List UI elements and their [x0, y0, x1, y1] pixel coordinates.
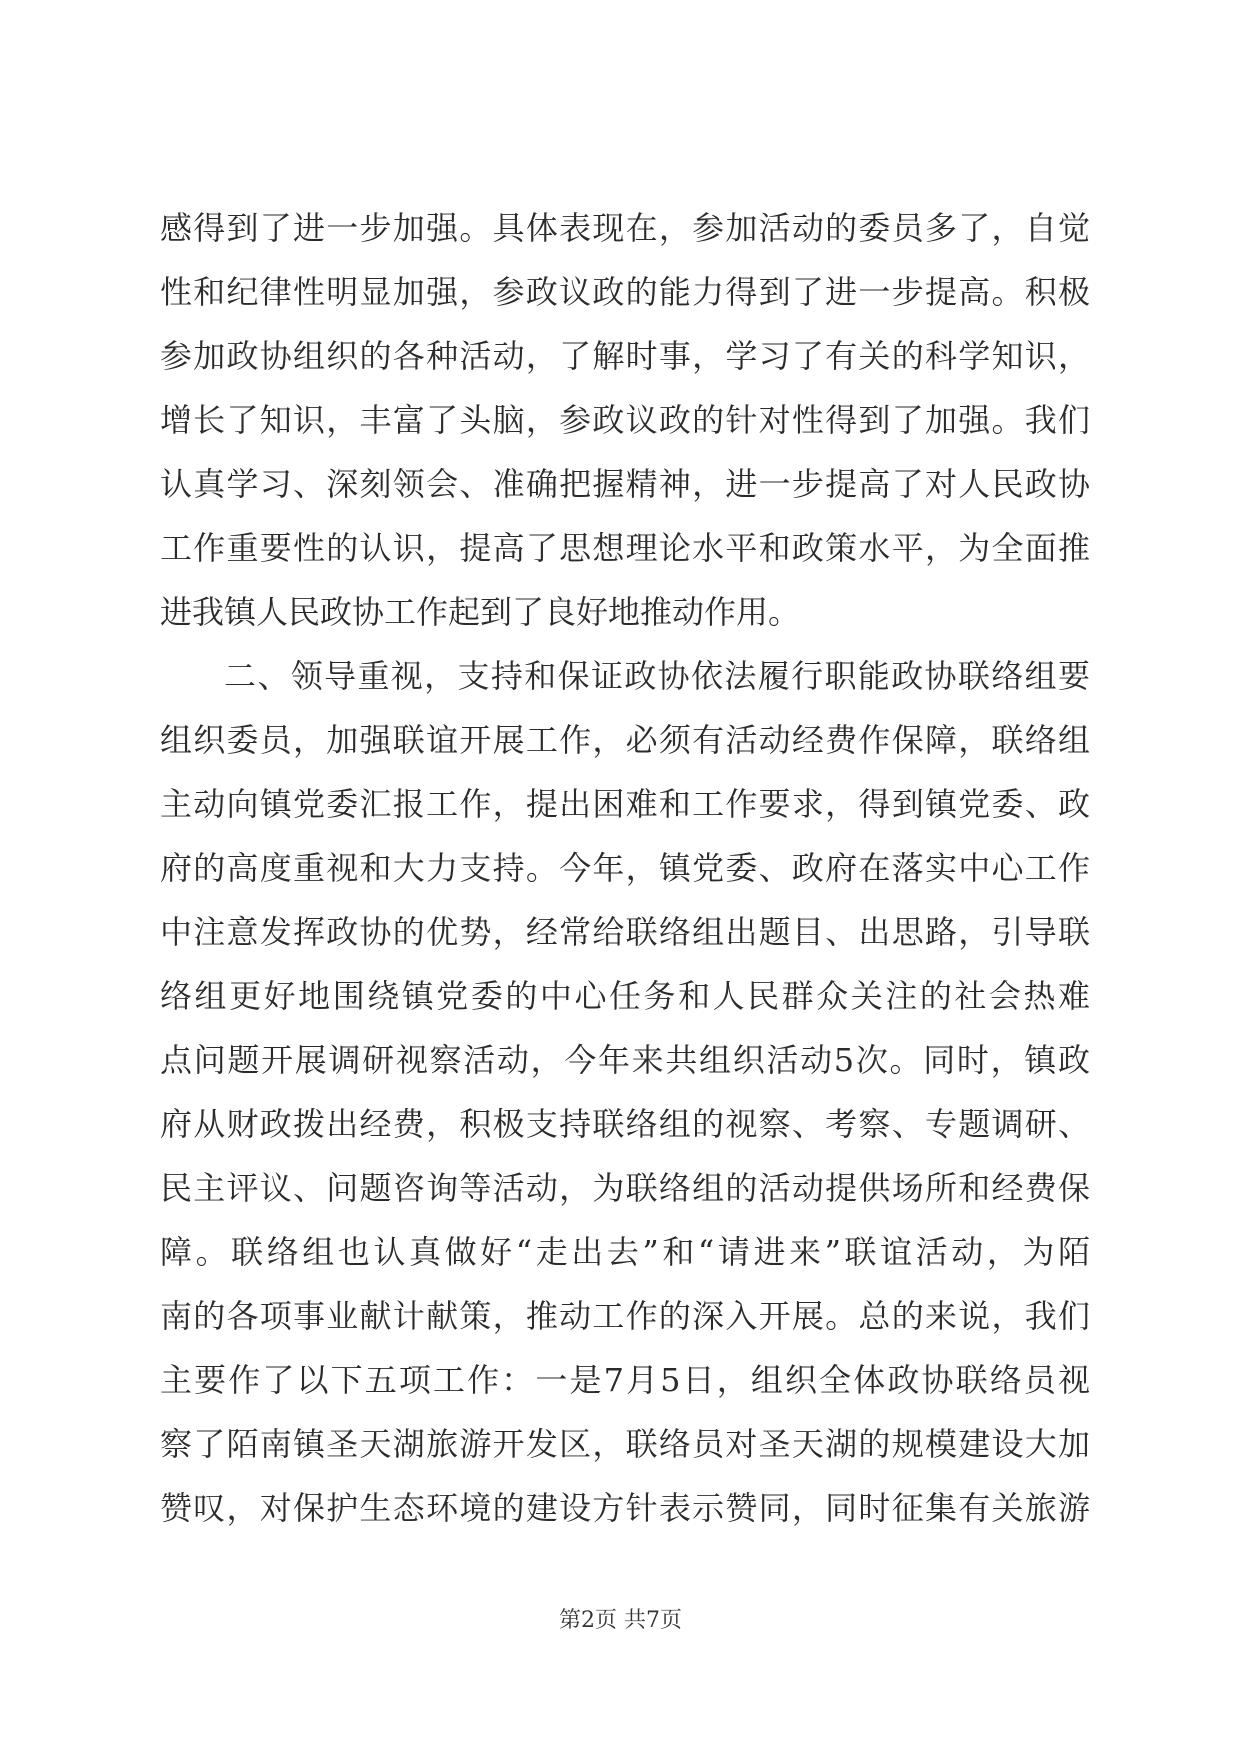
text-line: 增长了知识，丰富了头脑，参政议政的针对性得到了加强。我们 [160, 401, 1090, 439]
text-line: 南的各项事业献计献策，推动工作的深入开展。总的来说，我们 [160, 1297, 1090, 1335]
section-heading-line: 二、领导重视，支持和保证政协依法履行职能政协联络组要 [224, 657, 1090, 695]
text-line: 参加政协组织的各种活动，了解时事，学习了有关的科学知识， [160, 337, 1090, 375]
text-line: 主动向镇党委汇报工作，提出困难和工作要求，得到镇党委、政 [160, 785, 1090, 823]
text-line: 性和纪律性明显加强，参政议政的能力得到了进一步提高。积极 [160, 273, 1090, 311]
text-line: 府的高度重视和大力支持。今年，镇党委、政府在落实中心工作 [160, 849, 1090, 887]
text-line: 中注意发挥政协的优势，经常给联络组出题目、出思路，引导联 [160, 913, 1090, 951]
text-line: 认真学习、深刻领会、准确把握精神，进一步提高了对人民政协 [160, 465, 1090, 503]
text-line: 感得到了进一步加强。具体表现在，参加活动的委员多了，自觉 [160, 209, 1090, 247]
text-line: 络组更好地围绕镇党委的中心任务和人民群众关注的社会热难 [160, 977, 1090, 1015]
text-line: 工作重要性的认识，提高了思想理论水平和政策水平，为全面推 [160, 529, 1090, 567]
text-line: 察了陌南镇圣天湖旅游开发区，联络员对圣天湖的规模建设大加 [160, 1425, 1090, 1463]
text-line: 民主评议、问题咨询等活动，为联络组的活动提供场所和经费保 [160, 1169, 1090, 1207]
text-line: 主要作了以下五项工作：一是7月5日，组织全体政协联络员视 [160, 1361, 1090, 1399]
text-line: 组织委员，加强联谊开展工作，必须有活动经费作保障，联络组 [160, 721, 1090, 759]
text-line: 赞叹，对保护生态环境的建设方针表示赞同，同时征集有关旅游 [160, 1489, 1090, 1527]
text-line: 障。联络组也认真做好“走出去”和“请进来”联谊活动，为陌 [160, 1233, 1090, 1271]
text-line: 点问题开展调研视察活动，今年来共组织活动5次。同时，镇政 [160, 1041, 1090, 1079]
text-line: 府从财政拨出经费，积极支持联络组的视察、考察、专题调研、 [160, 1105, 1090, 1143]
page-number-footer: 第2页 共7页 [559, 1608, 682, 1633]
text-line: 进我镇人民政协工作起到了良好地推动作用。 [160, 593, 801, 631]
